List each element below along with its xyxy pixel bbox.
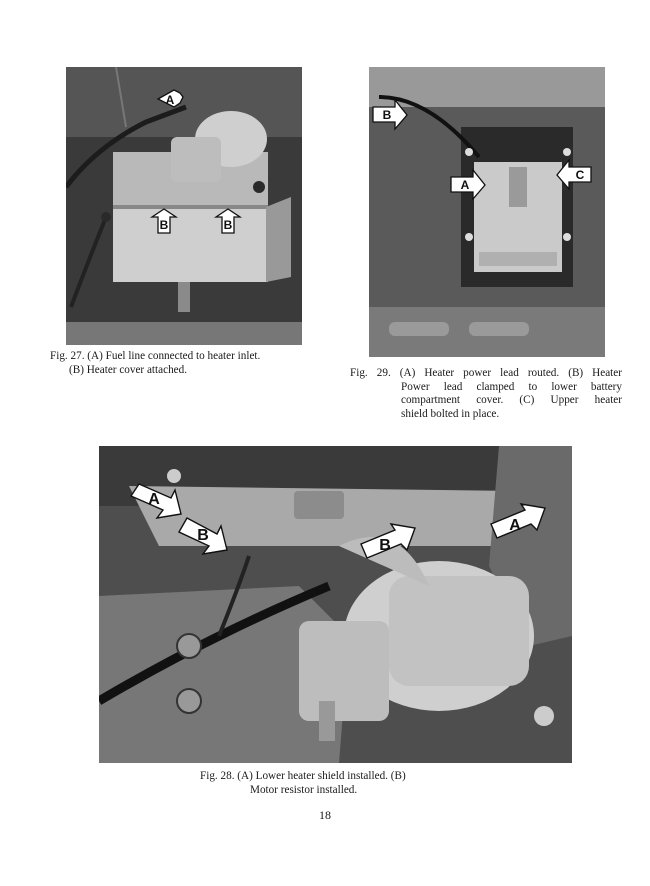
svg-text:B: B (159, 218, 169, 232)
fig29-photo (369, 67, 605, 357)
svg-text:B: B (379, 537, 391, 554)
fig29-label-a (451, 170, 485, 199)
svg-text:A: A (148, 491, 160, 508)
fig28-label-a-left (131, 484, 181, 518)
svg-text:B: B (382, 108, 392, 122)
svg-text:A: A (460, 178, 470, 192)
fig28-label-b-right (361, 524, 415, 558)
fig27-label-b-right (216, 209, 240, 233)
fig28-label-b-left (179, 518, 227, 554)
fig29-label-b (373, 100, 407, 129)
fig27-label-b-left (152, 209, 176, 233)
fig27-photo (66, 67, 302, 345)
fig28-photo (99, 446, 572, 763)
fig27-caption: Fig. 27. (A) Fuel line connected to heater inlet. (B) Heater cover attached. (50, 350, 261, 376)
svg-text:A: A (165, 93, 175, 107)
fig29-label-c (557, 160, 591, 189)
fig29-caption: Fig. 29. (A) Heater power lead routed. (B) Heater Power lead clamped to lower battery compartment cover. (C) Upper heater shield bolted in place. (350, 367, 622, 420)
fig28-label-a-right (491, 504, 545, 538)
fig28-caption: Fig. 28. (A) Lower heater shield installed. (B) Motor resistor installed. (200, 770, 406, 796)
svg-text:B: B (223, 218, 233, 232)
fig27-label-a (158, 90, 183, 107)
svg-text:C: C (575, 168, 585, 182)
page-number: 18 (319, 808, 331, 822)
svg-text:B: B (197, 527, 209, 544)
svg-text:A: A (509, 517, 521, 534)
